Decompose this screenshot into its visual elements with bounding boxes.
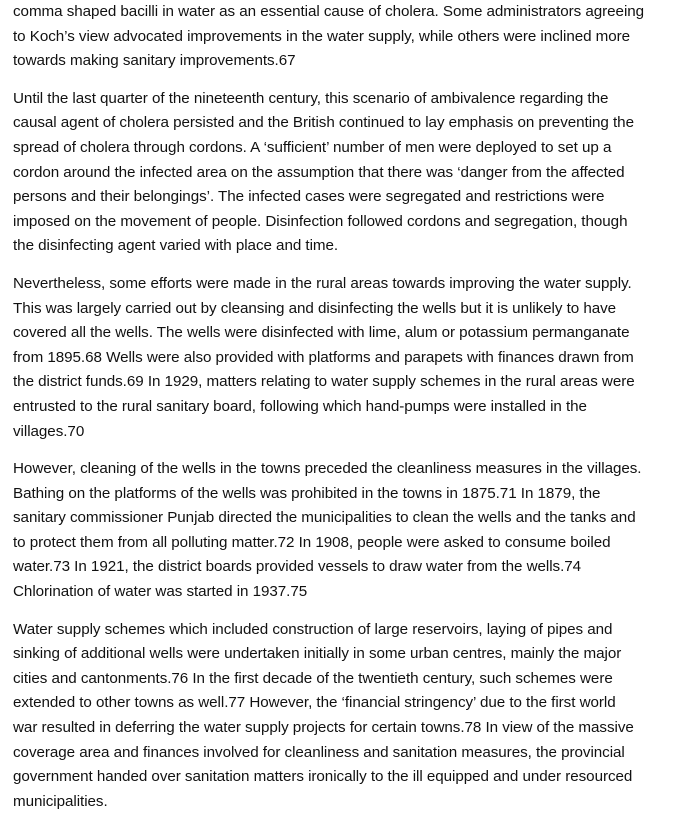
- text-line: to Koch’s view advocated improvements in the water supply, while others were inclined more: [13, 27, 631, 45]
- text-line: government handed over sanitation matters ironically to the ill equipped and under resourced: [13, 768, 633, 786]
- text-line: Water supply schemes which included construction of large reservoirs, laying of pipes and: [13, 620, 613, 638]
- text-line: war resulted in deferring the water supply projects for certain towns.78 In view of the massive: [13, 719, 634, 737]
- text-line: Nevertheless, some efforts were made in the rural areas towards improving the water supply.: [13, 274, 632, 292]
- paragraph-4: [13, 457, 686, 605]
- paragraph-5: [13, 618, 686, 815]
- text-line: water.73 In 1921, the district boards provided vessels to draw water from the wells.74: [13, 558, 582, 576]
- text-line: municipalities.: [13, 792, 108, 810]
- text-line: the disinfecting agent varied with place and time.: [13, 237, 339, 255]
- text-line: However, cleaning of the wells in the towns preceded the cleanliness measures in the villages.: [13, 460, 642, 478]
- text-line: sanitary commissioner Punjab directed the municipalities to clean the wells and the tanks and: [13, 509, 636, 527]
- text-line: causal agent of cholera persisted and the British continued to lay emphasis on preventing the: [13, 114, 634, 132]
- text-line: towards making sanitary improvements.67: [13, 52, 296, 70]
- text-line: the district funds.69 In 1929, matters relating to water supply schemes in the rural areas were: [13, 373, 635, 391]
- paragraph-3: [13, 272, 686, 444]
- text-line: to protect them from all polluting matter.72 In 1908, people were asked to consume boiled: [13, 533, 611, 551]
- text-line: extended to other towns as well.77 However, the ‘financial stringency’ due to the first world: [13, 694, 616, 712]
- text-line: persons and their belongings’. The infected cases were segregated and restrictions were: [13, 188, 605, 206]
- text-line: villages.70: [13, 422, 85, 440]
- text-line: This was largely carried out by cleansing and disinfecting the wells but it is unlikely to have: [13, 299, 617, 317]
- text-line: cities and cantonments.76 In the first decade of the twentieth century, such schemes were: [13, 669, 613, 687]
- text-line: Bathing on the platforms of the wells was prohibited in the towns in 1875.71 In 1879, the: [13, 484, 601, 502]
- text-line: comma shaped bacilli in water as an essential cause of cholera. Some administrators agreeing: [13, 3, 645, 20]
- text-line: covered all the wells. The wells were disinfected with lime, alum or potassium permanganate: [13, 324, 630, 342]
- paragraph-1: [13, 0, 686, 74]
- text-line: Until the last quarter of the nineteenth century, this scenario of ambivalence regarding the: [13, 89, 609, 107]
- text-line: cordon around the infected area on the assumption that there was ‘danger from the affected: [13, 163, 625, 181]
- text-line: spread of cholera through cordons. A ‘sufficient’ number of men were deployed to set up a: [13, 138, 612, 156]
- text-line: coverage area and finances involved for cleanliness and sanitation measures, the provincial: [13, 743, 625, 761]
- text-line: Chlorination of water was started in 1937.75: [13, 583, 308, 601]
- text-line: from 1895.68 Wells were also provided with platforms and parapets with finances drawn from: [13, 348, 634, 366]
- paragraph-2: [13, 87, 686, 259]
- text-line: sinking of additional wells were undertaken initially in some urban centres, mainly the major: [13, 645, 622, 663]
- text-line: entrusted to the rural sanitary board, following which hand-pumps were installed in the: [13, 397, 587, 415]
- text-line: imposed on the movement of people. Disinfection followed cordons and segregation, though: [13, 212, 628, 230]
